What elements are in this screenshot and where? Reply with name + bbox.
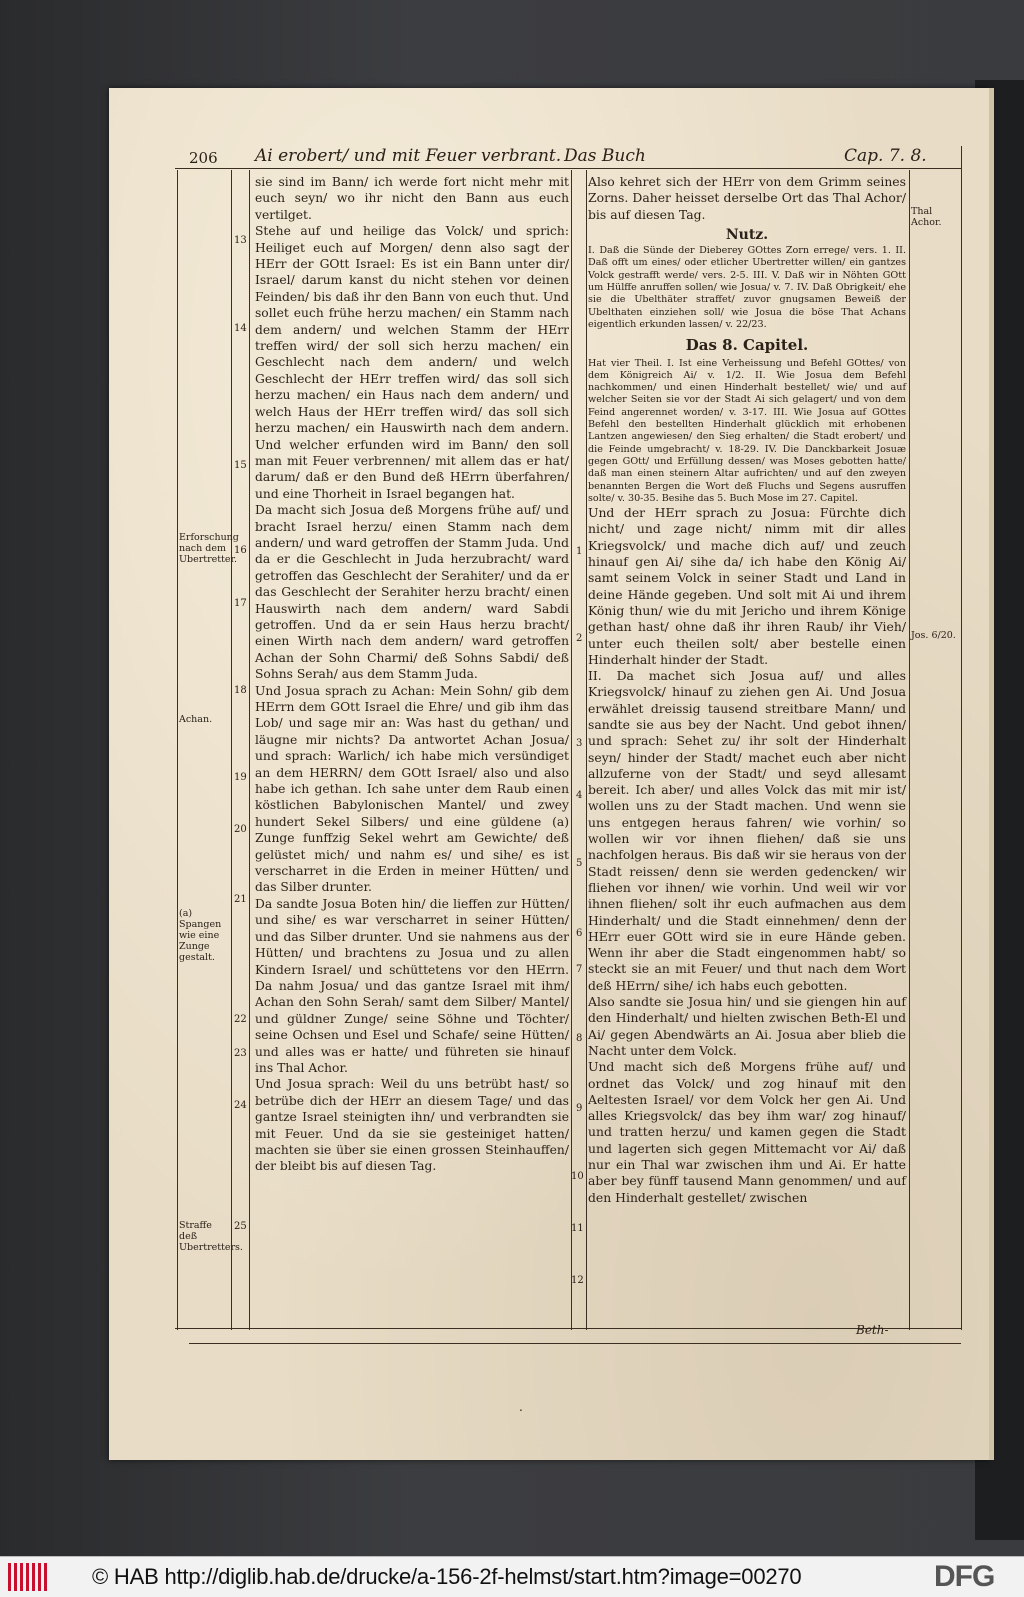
- paragraph: Und der HErr sprach zu Josua: Fürchte dich nicht/ und zage nicht/ nimm mit dir alles Kriegsvolck/ und mache dich auf/ und zeuch hinauf gen Ai/ sihe da/ ich habe den König Ai/ samt seinem Volck in seiner Stadt und Land in deine Hände gegeben. Und solt mit Ai und ihrem König thun/ wie du mit Jericho und ihrem Könige gethan hast/ ohne daß ihr ihren Raub/ ihr Vieh/ unter euch theilen solt/ aber bestelle einen Hinderhalt hinder der Stadt.: [588, 505, 906, 667]
- verse-number: 9: [576, 1103, 583, 1114]
- page-speck: .: [519, 1400, 523, 1414]
- page-edge: [989, 88, 994, 1460]
- hab-logo-icon: [8, 1563, 48, 1591]
- verse-number: 5: [576, 858, 583, 869]
- paragraph: Und Josua sprach zu Achan: Mein Sohn/ gib dem HErrn dem GOtt Israel die Ehre/ und gib ihm das Lob/ und sage mir an: Was hast du gethan/ und läugne mir nichts? Da antwortet Achan Josua/ und sprach: Warlich/ ich habe mich versündiget an dem HERRN/ dem GOtt Israel/ also und also habe ich gethan. Ich sahe unter dem Raub einen köstlichen Babylonischen Mantel/ und zwey hundert Sekel Silbers/ und eine güldene (a) Zunge funffzig Sekel wehrt am Gewichte/ deß gelüstet mich/ und nahm es/ und sihe/ es ist verscharret in die Erden in meiner Hütten/ und das Silber drunter.: [255, 683, 569, 895]
- column-divider: [571, 170, 572, 1330]
- dfg-logo: DFG: [934, 1560, 995, 1593]
- running-title-left: Ai erobert/ und mit Feuer verbrant.: [255, 146, 562, 166]
- verse-number: 13: [234, 235, 247, 246]
- margin-note: (a) Spangen wie eine Zunge gestalt.: [179, 908, 222, 963]
- verse-number: 18: [234, 685, 247, 696]
- verse-number: 7: [576, 964, 583, 975]
- verse-number: 1: [576, 546, 583, 557]
- paragraph: sie sind im Bann/ ich werde fort nicht mehr mit euch seyn/ wo ihr nicht den Bann aus euch vertilget.: [255, 175, 569, 222]
- text-column-right: [588, 174, 906, 1206]
- verse-number: 12: [571, 1275, 584, 1286]
- text-column-left: [255, 174, 569, 1175]
- verse-number: 20: [234, 824, 247, 835]
- inner-margin-rule-left: [231, 170, 232, 1330]
- chapter-summary: Hat vier Theil. I. Ist eine Verheissung und Befehl GOttes/ von dem Königreich Ai/ v. 1/2. II. Wie Josua dem Befehl nachkommen/ und einen Hinderhalt bestellet/ wie/ und auf welcher Seiten sie vor der Stadt Ai sich gelagert/ und von dem Feind angerennet worden/ v. 3-17. III. Wie Josua auf GOttes Befehl den bestellten Hinderhalt glücklich mit erhobenen Lantzen angewiesen/ den Sieg erhalten/ die Stadt erobert/ und die Feinde umgebracht/ v. 18-29. IV. Die Danckbarkeit Josuæ gegen GOtt/ und Erfüllung dessen/ was Moses gebotten hatte/ daß man einen steinern Altar aufrichten/ und auf den zweyen benannten Bergen die Wort deß Fluchs und Segens ausruffen solte/ v. 30-35. Besihe das 5. Buch Mose im 27. Capitel.: [588, 357, 906, 504]
- paragraph: Da macht sich Josua deß Morgens frühe auf/ und bracht Israel herzu/ einen Stamm nach dem andern/ und ward getroffen der Stamm Juda. Und da er die Geschlecht in Juda herzubracht/ ward getroffen das Geschlecht der Serahiter/ und da er das Geschlecht der Serahiter herzu bracht/ einen Hauswirth nach dem andern/ ward Sabdi getroffen. Und da er sein Haus herzu bracht/ einen Wirth nach dem andern/ ward getroffen Achan der Sohn Charmi/ deß Sohns Sabdi/ deß Sohns Serah/ aus dem Stamm Juda.: [255, 503, 569, 682]
- verse-number: 16: [234, 545, 247, 556]
- verse-number: 24: [234, 1100, 247, 1111]
- paragraph: Und macht sich deß Morgens frühe auf/ und ordnet das Volck/ und zog hinauf mit den Aeltesten Israel/ vor dem Volck her gen Ai. Und alles Kriegsvolck/ das bey ihm war/ zog hinauf/ und tratten herzu/ und kamen gegen die Stadt und lagerten sich gegen Mittemacht vor Ai/ daß nur ein Thal war zwischen ihm und Ai. Er hatte aber bey fünff tausend Mann genommen/ und auf den Hinderhalt gestellet/ zwischen: [588, 1059, 906, 1205]
- running-title-center: Das Buch: [564, 146, 646, 166]
- verse-number: 23: [234, 1048, 247, 1059]
- margin-note: Thal Achor.: [911, 206, 942, 228]
- verse-number: 22: [234, 1014, 247, 1025]
- paragraph: Stehe auf und heilige das Volck/ und sprich: Heiliget euch auf Morgen/ denn also sagt der HErr der GOtt Israel: Es ist ein Bann unter dir/ Israel/ darum kanst du nicht stehen vor deinen Feinden/ bis daß ihr den Bann von euch thut. Und sollet euch frühe herzu machen/ ein Stamm nach dem andern/ und welchen Stamm der HErr treffen wird/ der soll sich herzu machen/ ein Geschlecht nach dem andern/ und welch Geschlecht der HErr treffen wird/ das soll sich herzu machen/ ein Haus nach dem andern/ und welch Haus der HErr treffen wird/ das soll sich herzu machen/ ein Hauswirth nach dem andern. Und welcher erfunden wird im Bann/ den soll man mit Feuer verbrennen/ mit allem das er hat/ darum/ daß er den Bund deß HErrn überfahren/ und eine Thorheit in Israel begangen hat.: [255, 224, 569, 501]
- margin-note: Jos. 6/20.: [911, 630, 956, 641]
- footer-rule-2: [189, 1343, 961, 1344]
- scanned-page: [109, 88, 989, 1460]
- footer-url[interactable]: © HAB http://diglib.hab.de/drucke/a-156-2f-helmst/start.htm?image=00270: [92, 1564, 802, 1589]
- verse-number: 25: [234, 1221, 247, 1232]
- column-divider-2: [586, 170, 587, 1330]
- verse-number: 17: [234, 598, 247, 609]
- verse-number: 3: [576, 738, 583, 749]
- catchword: Beth-: [856, 1323, 889, 1337]
- verse-number: 2: [576, 633, 583, 644]
- margin-note: Erforschung nach dem Ubertretter.: [179, 532, 239, 565]
- inner-margin-rule-right: [909, 170, 910, 1330]
- outer-margin-rule-left: [177, 170, 178, 1330]
- paragraph: Und Josua sprach: Weil du uns betrübt hast/ so betrübe dich der HErr an diesem Tage/ und das gantze Israel steinigten ihn/ und verbrandten sie mit Feuer. Und da sie sie gesteiniget hatten/ machten sie über sie einen grossen Steinhauffen/ der bleibt bis auf diesen Tag.: [255, 1077, 569, 1174]
- verse-number: 14: [234, 323, 247, 334]
- footer-rule: [175, 1328, 961, 1329]
- paragraph: Da sandte Josua Boten hin/ die lieffen zur Hütten/ und sihe/ es war verscharret in seiner Hütten/ und das Silber drunter. Und sie nahmens aus der Hütten/ und brachtens zu Josua und zu allen Kindern Israel/ und schüttetens vor den HErrn. Da nahm Josua/ und das gantze Israel mit ihm/ Achan den Sohn Serah/ samt dem Silber/ Mantel/ und güldner Zunge/ seine Söhne und Töchter/ seine Ochsen und Esel und Schafe/ seine Hütten/ und alles was er hatte/ und führeten sie hinauf ins Thal Achor.: [255, 896, 569, 1075]
- paragraph: Also sandte sie Josua hin/ und sie giengen hin auf den Hinderhalt/ und hielten zwischen Beth-El und Ai/ gegen Abendwärts an Ai. Josua aber blieb die Nacht unter dem Volck.: [588, 994, 906, 1058]
- verse-number: 21: [234, 894, 247, 905]
- verse-rule-left: [249, 170, 250, 1330]
- paragraph: II. Da machet sich Josua auf/ und alles Kriegsvolck/ hinauf zu ziehen gen Ai. Und Josua erwählet dreissig tausend streitbare Mann/ und sandte sie aus bey der Nacht. Und gebot ihnen/ und sprach: Sehet zu/ ihr solt der Hinderhalt seyn/ hinder der Stadt/ machet euch aber nicht allzuferne von der Stadt/ und seyd allesamt bereit. Ich aber/ und alles Volck das mit mir ist/ wollen uns zu der Stadt machen. Und wenn sie uns entgegen heraus fahren/ wie vorhin/ so wollen wir vor ihnen fliehen/ daß sie uns nachfolgen heraus. Bis daß wir sie heraus von der Stadt reissen/ denn sie werden gedencken/ wir fliehen vor ihnen/ wie vorhin. Und weil wir vor ihnen fliehen/ solt ihr euch aufmachen aus dem Hinderhalt/ und die Stadt einnehmen/ denn der HErr euer GOtt wird sie in eure Hände geben. Wenn ihr aber die Stadt eingenommen habt/ so steckt sie an mit Feuer/ und thut nach dem Wort deß HErrn/ sihe/ ich habs euch gebotten.: [588, 668, 906, 993]
- verse-number: 8: [576, 1033, 583, 1044]
- chapter-title: Das 8. Capitel.: [685, 336, 809, 355]
- footer-bar: [0, 1556, 1024, 1597]
- margin-note: Achan.: [179, 714, 213, 725]
- verse-number: 19: [234, 772, 247, 783]
- paragraph: Also kehret sich der HErr von dem Grimm seines Zorns. Daher heisset derselbe Ort das Thal Achor/ bis auf diesen Tag.: [588, 174, 906, 222]
- nutz-heading: Nutz.: [725, 226, 769, 243]
- verse-number: 6: [576, 928, 583, 939]
- outer-margin-rule-right: [961, 146, 962, 1330]
- nutz-text: I. Daß die Sünde der Dieberey GOttes Zorn errege/ vers. 1. II. Daß offt um eines/ oder etlicher Ubertretter willen/ ein gantzes Volck gestrafft werde/ vers. 2-5. III. V. Daß wir in Nöhten GOtt um Hülffe anruffen sollen/ wie Josua/ v. 7. IV. Daß Obrigkeit/ ehe sie die Ubelthäter straffet/ zuvor gnugsamen Beweiß der Ubelthaten einziehen soll/ wie Josua die böse That Achans eigentlich erkunden lassen/ v. 22/23.: [588, 245, 906, 330]
- page-number: 206: [189, 149, 218, 167]
- header-rule: [175, 168, 961, 169]
- margin-note: Straffe deß Ubertretters.: [179, 1220, 243, 1253]
- chapter-reference: Cap. 7. 8.: [844, 146, 927, 166]
- verse-number: 11: [571, 1223, 584, 1234]
- verse-number: 15: [234, 460, 247, 471]
- verse-number: 4: [576, 790, 583, 801]
- verse-number: 10: [571, 1171, 584, 1182]
